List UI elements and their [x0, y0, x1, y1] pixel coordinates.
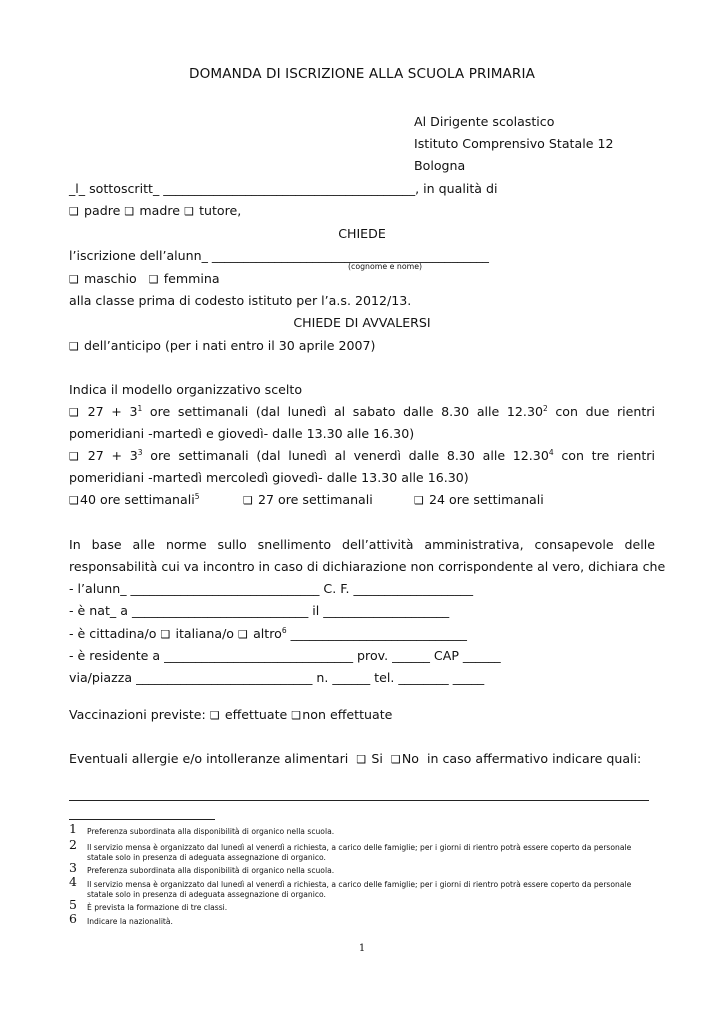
declaration-intro-1: In base alle norme sullo snellimento dell’attività amministrativa, consapevole delle [69, 537, 655, 552]
checkbox-allergie-no[interactable]: ❑ [390, 753, 401, 766]
pupil-cf-line[interactable]: - l’alunn_ ______________________________ C. F. ___________________ [69, 581, 474, 596]
signer-line[interactable]: _l_ sottoscritt_ ________________________________________, in qualità di [69, 181, 498, 196]
footnote-6-text: Indicare la nazionalità. [87, 917, 173, 926]
checkbox-model-2[interactable]: ❑ [69, 450, 79, 463]
footnote-2-number: 2 [69, 837, 77, 852]
footnote-ref-1: 1 [137, 404, 143, 413]
sex-maschio-label: maschio [84, 271, 137, 286]
model-option-27 [243, 492, 373, 509]
model-option-24-label: 24 ore settimanali [429, 492, 544, 507]
footnote-6-number: 6 [69, 911, 77, 926]
citizenship-italiana-label: italiana/o [175, 626, 235, 641]
footnote-5-number: 5 [69, 897, 77, 912]
model-option-40-label: 40 ore settimanali [80, 492, 195, 507]
declaration-intro-2: responsabilità cui va incontro in caso di dichiarazione non corrispondente al vero, dichiara che [69, 559, 666, 574]
model-option-2-line-2: pomeridiani -martedì mercoledì giovedì- dalle 13.30 alle 16.30) [69, 470, 469, 485]
vaccinations-label: Vaccinazioni previste: [69, 707, 206, 722]
recipient-line-2: Istituto Comprensivo Statale 12 [414, 136, 614, 151]
role-options [69, 203, 655, 220]
checkbox-maschio[interactable]: ❑ [69, 273, 79, 286]
recipient-line-3: Bologna [414, 158, 466, 173]
vacc-non-effettuate-label: non effettuate [302, 707, 393, 722]
model-option-27-label: 27 ore settimanali [258, 492, 373, 507]
checkbox-italiana[interactable]: ❑ [160, 628, 171, 641]
checkbox-model-40[interactable]: ❑ [69, 494, 79, 507]
pupil-name-line[interactable]: l’iscrizione dell’alunn_ ____________________________________________ [69, 248, 489, 263]
footnote-ref-5: 5 [194, 492, 200, 501]
model-option-24 [414, 492, 544, 509]
allergie-no-label: No [401, 751, 419, 766]
recipient-line-1: Al Dirigente scolastico [414, 114, 555, 129]
footnote-separator [69, 819, 215, 820]
allergies-line [69, 751, 655, 768]
allergies-answer-line[interactable] [69, 800, 649, 801]
role-tutore-label: tutore, [199, 203, 242, 218]
footnote-ref-3: 3 [137, 448, 143, 457]
model-option-1-text-b: ore settimanali (dal lunedì al sabato dalle 8.30 alle 12.30 [142, 404, 543, 419]
chiede-avvalersi-heading: CHIEDE DI AVVALERSI [293, 315, 431, 330]
checkbox-anticipo[interactable]: ❑ [69, 340, 79, 353]
checkbox-madre[interactable]: ❑ [124, 205, 135, 218]
footnote-1-number: 1 [69, 821, 77, 836]
birth-line[interactable]: - è nat_ a ____________________________ il ____________________ [69, 603, 450, 618]
citizenship-altro-label: altro [253, 626, 282, 641]
footnote-3-text: Preferenza subordinata alla disponibilità di organico nella scuola. [87, 866, 335, 875]
footnote-2-text: Il servizio mensa è organizzato dal lunedì al venerdì a richiesta, a carico delle famiglie; per i giorni di rientro potrà essere coperto da personale statale solo in presenza di adeguata assegnazione di organico. [87, 843, 632, 862]
footnote-5-text: È prevista la formazione di tre classi. [87, 903, 228, 912]
checkbox-allergie-si[interactable]: ❑ [356, 753, 367, 766]
chiede-heading: CHIEDE [338, 226, 386, 241]
footnote-1-text: Preferenza subordinata alla disponibilità di organico nella scuola. [87, 827, 335, 836]
citizenship-line [69, 626, 655, 643]
page-number: 1 [358, 943, 366, 954]
model-option-40 [69, 492, 200, 509]
checkbox-tutore[interactable]: ❑ [184, 205, 194, 218]
model-heading: Indica il modello organizzativo scelto [69, 382, 303, 397]
footnote-3-number: 3 [69, 860, 77, 875]
model-option-2-text-b: ore settimanali (dal lunedì al venerdì dalle 8.30 alle 12.30 [142, 448, 549, 463]
checkbox-padre[interactable]: ❑ [69, 205, 79, 218]
name-hint: (cognome e nome) [348, 262, 423, 271]
checkbox-model-27[interactable]: ❑ [243, 494, 253, 507]
checkbox-vacc-non-effettuate[interactable]: ❑ [291, 709, 302, 722]
footnote-ref-4: 4 [548, 448, 554, 457]
checkbox-altro[interactable]: ❑ [238, 628, 248, 641]
citizenship-label: - è cittadina/o [69, 626, 157, 641]
footnote-4-text: Il servizio mensa è organizzato dal lunedì al venerdì a richiesta, a carico delle famiglie; per i giorni di rientro potrà essere coperto da personale statale solo in presenza di adeguata assegnazione di organico. [87, 880, 632, 899]
anticipo-option [69, 338, 655, 355]
class-line: alla classe prima di codesto istituto per l’a.s. 2012/13. [69, 293, 412, 308]
checkbox-vacc-effettuate[interactable]: ❑ [209, 709, 220, 722]
footnote-ref-6: 6 [281, 626, 287, 635]
model-option-1-text-c: con due rientri [547, 404, 655, 419]
allergie-si-label: Si [371, 751, 383, 766]
document-title: DOMANDA DI ISCRIZIONE ALLA SCUOLA PRIMARIA [189, 66, 535, 82]
residence-line[interactable]: - è residente a ______________________________ prov. ______ CAP ______ [69, 648, 501, 663]
anticipo-label: dell’anticipo (per i nati entro il 30 aprile 2007) [84, 338, 376, 353]
allergies-tail: in caso affermativo indicare quali: [427, 751, 642, 766]
checkbox-femmina[interactable]: ❑ [148, 273, 159, 286]
checkbox-model-24[interactable]: ❑ [414, 494, 424, 507]
allergies-label: Eventuali allergie e/o intolleranze alimentari [69, 751, 349, 766]
model-option-2-text-c: con tre rientri [553, 448, 655, 463]
checkbox-model-1[interactable]: ❑ [69, 406, 79, 419]
model-option-1-line-2: pomeridiani -martedì e giovedì- dalle 13.30 alle 16.30) [69, 426, 415, 441]
footnote-4-number: 4 [69, 874, 77, 889]
role-madre-label: madre [139, 203, 181, 218]
sex-options [69, 271, 655, 288]
model-option-2-text-a: 27 + 3 [87, 448, 138, 463]
vacc-effettuate-label: effettuate [224, 707, 288, 722]
footnote-ref-2: 2 [542, 404, 548, 413]
address-line[interactable]: via/piazza ____________________________ n. ______ tel. ________ _____ [69, 670, 485, 685]
citizenship-altro-field[interactable]: ____________________________ [286, 626, 467, 641]
vaccinations-line [69, 707, 655, 724]
model-option-1-text-a: 27 + 3 [87, 404, 138, 419]
model-option-2 [69, 448, 655, 465]
role-padre-label: padre [84, 203, 121, 218]
model-option-1 [69, 404, 655, 421]
sex-femmina-label: femmina [163, 271, 220, 286]
